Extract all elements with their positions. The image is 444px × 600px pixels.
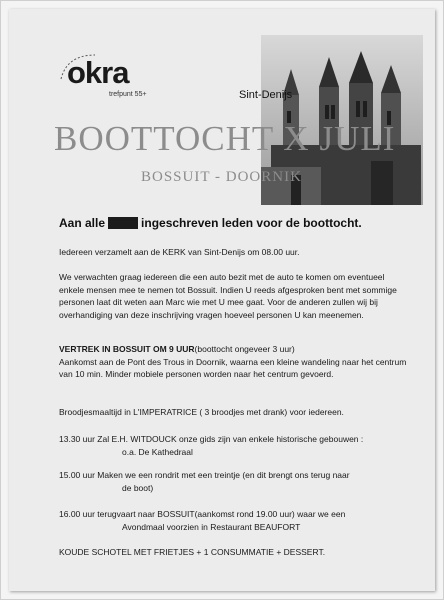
redaction-mark (108, 217, 138, 229)
schedule-1500 (59, 469, 411, 494)
schedule-1600 (59, 508, 411, 533)
logo-tagline: trefpunt 55+ (109, 91, 147, 98)
gather-paragraph: Iedereen verzamelt aan de KERK van Sint-Denijs om 08.00 uur. (59, 247, 300, 257)
route-subtitle: BOSSUIT - DOORNIK (141, 169, 302, 185)
arrival-text: Aankomst aan de Pont des Trous in Doornik, waarna een kleine wandeling naar het centrum van 10 min. Minder mobiele personen worden naar het centrum gevoerd. (59, 356, 407, 379)
cars-paragraph: We verwachten graag iedereen die een auto bezit met de auto te komen om eventueel enkele mensen mee te nemen tot Bossuit. Indien U reeds afgesproken bent met sommige personen laat dit weten aan Marc wie met U mee gaat. Voor de anderen zullen wij bij overhandiging van deze inschrijving vragen hoeveel personen U kan meenemen. (59, 272, 397, 320)
footer-menu: KOUDE SCHOTEL MET FRIETJES + 1 CONSUMMATIE + DESSERT. (59, 547, 326, 557)
schedule-1500-line2: de boot) (122, 482, 154, 493)
schedule-1330-line1: 13.30 uur Zal E.H. WITDOUCK onze gids zijn van enkele historische gebouwen : (59, 434, 364, 444)
logo-word: okra (67, 55, 129, 90)
heading-before: Aan alle (59, 216, 106, 230)
schedule-1600-line2: Avondmaal voorzien in Restaurant BEAUFORT (122, 521, 301, 532)
schedule-1330-line2: o.a. De Kathedraal (122, 446, 193, 457)
page-title: BOOTTOCHT X JULI (54, 119, 396, 158)
photo-caption: Sint-Denijs (239, 89, 293, 101)
schedule-1330 (59, 433, 411, 458)
okra-logo (53, 49, 163, 101)
lunch-paragraph: Broodjesmaaltijd in L'IMPERATRICE ( 3 broodjes met drank) voor iedereen. (59, 407, 344, 417)
greeting-heading (59, 216, 362, 230)
schedule-1500-line1: 15.00 uur Maken we een rondrit met een treintje (en dit brengt ons terug naar (59, 470, 350, 480)
departure-bold: VERTREK IN BOSSUIT OM 9 UUR (59, 344, 195, 354)
heading-after: ingeschreven leden voor de boottocht. (141, 216, 362, 230)
departure-rest: (boottocht ongeveer 3 uur) (194, 344, 295, 354)
schedule-1600-line1: 16.00 uur terugvaart naar BOSSUIT(aankomst rond 19.00 uur) waar we een (59, 509, 346, 519)
flyer-page (9, 9, 435, 591)
departure-block (59, 343, 411, 381)
